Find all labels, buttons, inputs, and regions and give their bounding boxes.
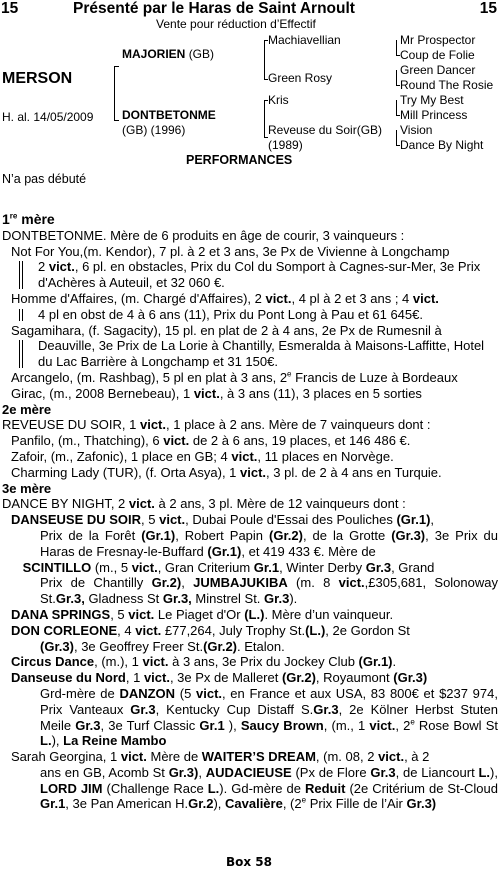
performances-text: N’a pas débuté <box>2 172 87 186</box>
produce-4: Arcangelo, (m. Rashbag), 5 pl en plat à 3 ans, 2e Francis de Luze à Bordeaux <box>11 369 458 385</box>
performances-heading: PERFORMANCES <box>186 153 293 167</box>
bracket-main-top <box>114 66 119 67</box>
third-dam-produce-1: DANSEUSE DU SOIR, 5 vict., Dubai Poule d'Essai des Pouliches (Gr.1), <box>11 512 435 528</box>
sale-subtitle: Vente pour réduction d’Effectif <box>156 17 316 31</box>
sire-sire: Machiavellian <box>268 33 341 47</box>
section-second-dam: 2e mère <box>2 401 52 417</box>
produce-5: Girac, (m., 2008 Bernebeau), 1 vict., à 3 ans (11), 3 places en 5 sorties <box>11 385 422 401</box>
bracket-dam-top <box>264 100 268 101</box>
gp-4: Round The Rosie <box>400 78 494 92</box>
bracket-g56 <box>396 100 397 116</box>
sire-name: MAJORIEN <box>122 47 186 61</box>
bracket-g12 <box>396 40 397 56</box>
presenter-title: Présenté par le Haras de Saint Arnoult <box>73 0 355 17</box>
bracket-sire-top <box>264 40 268 41</box>
third-dam-produce-1-sub: SCINTILLO (m., 5 vict., Gran Criterium Gr.1, Winter Derby Gr.3, Grand <box>22 559 435 575</box>
third-dam-produce-6-cont: ans en GB, Acomb St Gr.3), AUDACIEUSE (Px de Flore Gr.3, de Liancourt L.), LORD JIM (Challenge Race L.). Gd-mère de Reduit (2e Critérium de St-Cloud Gr.1, 3e Pan American H.Gr.2), Cavalière, (2e Prix Fille de l’Air Gr.3) <box>40 764 499 812</box>
bracket-dam-bottom <box>264 137 268 138</box>
gp-1: Mr Prospector <box>400 33 476 47</box>
gp-6: Mill Princess <box>400 108 468 122</box>
dam-sire: Kris <box>268 93 289 107</box>
section-third-dam: 3e mère <box>2 480 52 496</box>
bracket-g78-b <box>396 145 400 146</box>
family-notes <box>2 212 498 812</box>
second-dam-produce-3: Charming Lady (TUR), (f. Orta Asya), 1 vict., 3 pl. de 2 à 4 ans en Turquie. <box>11 464 442 480</box>
third-dam-produce-5-cont: Grd-mère de DANZON (5 vict., en France et aux USA, 83 800€ et $237 974, Prix Vanteaux Gr.3, Kentucky Cup Distaff S.Gr.3, 2e Kölner Herbst Stuten Meile Gr.3, 3e Turf Classic Gr.1 ), Saucy Brown, (m., 1 vict., 2e Rose Bowl St L.), La Reine Mambo <box>40 685 498 749</box>
sire-line <box>122 47 214 61</box>
gp-7: Vision <box>400 123 433 137</box>
produce-3: Sagamihara, (f. Sagacity), 15 pl. en plat de 2 à 4 ans, 2e Px de Rumesnil à <box>11 322 442 338</box>
dam-dam: Reveuse du Soir(GB) <box>268 123 383 137</box>
gp-3: Green Dancer <box>400 63 476 77</box>
bracket-g56-b <box>396 115 400 116</box>
bracket-g78 <box>396 130 397 146</box>
gp-2: Coup de Folie <box>400 48 475 62</box>
bracket-dam <box>264 100 265 138</box>
produce-2: Homme d'Affaires, (m. Chargé d'Affaires), 2 vict., 4 pl à 2 et 3 ans ; 4 vict. <box>11 290 439 306</box>
produce-1-cont: 2 vict., 6 pl. en obstacles, Prix du Col du Somport à Cagnes-sur-Mer, 3e Prix d'Achères à Auteuil, et 32 060 €. <box>2 259 498 291</box>
produce-3-cont: Deauville, 3e Prix de La Lorie à Chantilly, Esmeralda à Maisons-Laffitte, Hotel du Lac Barrière à Longchamp et 31 150€. <box>2 338 498 370</box>
dam-intro: DONTBETONME. Mère de 6 produits en âge de courir, 3 vainqueurs : <box>2 227 405 243</box>
box-number: Box 58 <box>226 855 273 869</box>
dam-dam-year: (1989) <box>268 138 303 152</box>
bracket-main-bottom <box>114 120 119 121</box>
sire-origin: (GB) <box>188 47 215 61</box>
second-dam-produce-2: Zafoir, (m., Zafonic), 1 place en GB; 4 vict., 11 places en Norvège. <box>11 448 394 464</box>
third-dam-intro: DANCE BY NIGHT, 2 vict. à 2 ans, 3 pl. Mère de 12 vainqueurs dont : <box>2 496 406 512</box>
dam-origin: (GB) (1996) <box>122 123 186 137</box>
sire-dam: Green Rosy <box>268 71 333 85</box>
third-dam-produce-5: Danseuse du Nord, 1 vict., 3e Px de Malleret (Gr.2), Royaumont (Gr.3) <box>11 670 428 686</box>
dam-name: DONTBETONME <box>122 108 216 122</box>
second-dam-intro: REVEUSE DU SOIR, 1 vict., 1 place à 2 ans. Mère de 7 vainqueurs dont : <box>2 417 431 433</box>
bracket-sire-bottom <box>264 79 268 80</box>
gp-8: Dance By Night <box>400 138 484 152</box>
lot-number-right: 15 <box>479 0 497 17</box>
horse-name: MERSON <box>2 70 73 87</box>
bracket-sire <box>264 40 265 80</box>
lot-number-left: 15 <box>1 0 19 17</box>
third-dam-produce-4: Circus Dance, (m.), 1 vict. à 3 ans, 3e Prix du Jockey Club (Gr.1). <box>11 654 397 670</box>
third-dam-produce-2: DANA SPRINGS, 5 vict. Le Piaget d'Or (L.). Mère d’un vainqueur. <box>11 606 394 622</box>
third-dam-produce-1-sub-cont: Prix de Chantilly Gr.2), JUMBAJUKIBA (m. 8 vict.,£305,681, Solonoway St.Gr.3, Gladness St Gr.3, Minstrel St. Gr.3). <box>40 575 498 607</box>
third-dam-produce-6: Sarah Georgina, 1 vict. Mère de WAITER’S DREAM, (m. 08, 2 vict., à 2 <box>11 749 430 765</box>
third-dam-produce-3-cont: (Gr.3), 3e Geoffrey Freer St.(Gr.2). Etalon. <box>40 638 285 654</box>
section-first-dam: 1re mère <box>2 211 55 227</box>
bracket-g34 <box>396 70 397 86</box>
bracket-g12-b <box>396 55 400 56</box>
horse-description: H. al. 14/05/2009 <box>2 110 94 124</box>
third-dam-produce-3: DON CORLEONE, 4 vict. £77,264, July Trophy St.(L.), 2e Gordon St <box>11 622 410 638</box>
produce-2-cont: 4 pl en obst de 4 à 6 ans (11), Prix du Pont Long à Pau et 61 645€. <box>2 307 498 323</box>
bracket-g34-b <box>396 85 400 86</box>
third-dam-produce-1-cont: Prix de la Forêt (Gr.1), Robert Papin (Gr.2), de la Grotte (Gr.3), 3e Prix du Haras de Fresnay-le-Buffard (Gr.1), et 419 433 €. Mère de <box>40 527 498 559</box>
gp-5: Try My Best <box>400 93 464 107</box>
bracket-main <box>114 66 115 121</box>
second-dam-produce-1: Panfilo, (m., Thatching), 6 vict. de 2 à 6 ans, 19 places, et 146 486 €. <box>11 433 411 449</box>
produce-1: Not For You,(m. Kendor), 7 pl. à 2 et 3 ans, 3e Px de Vivienne à Longchamp <box>11 243 450 259</box>
